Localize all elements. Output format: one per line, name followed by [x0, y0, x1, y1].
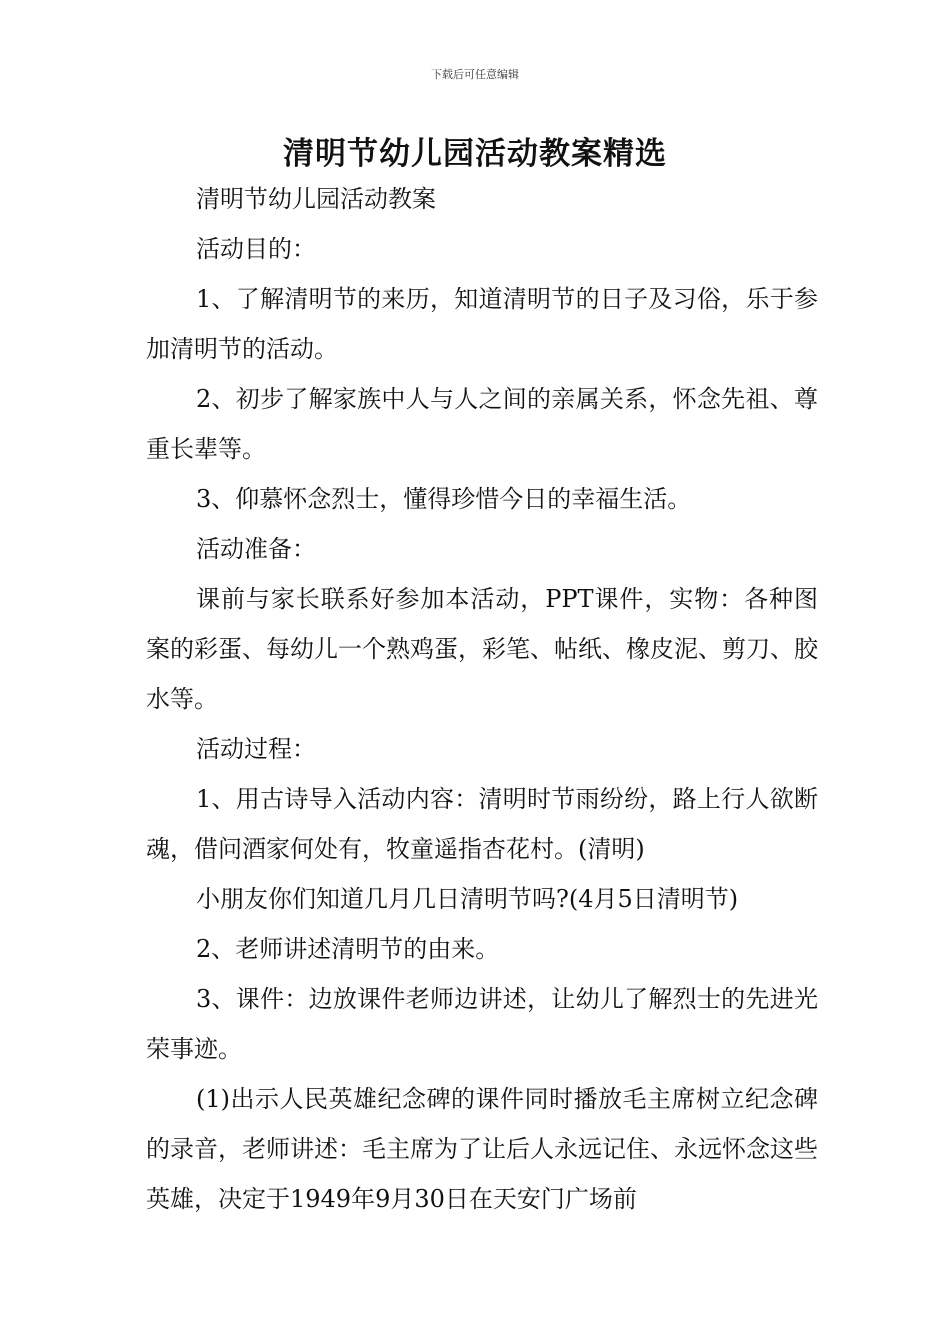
paragraph-step-1: 1、用古诗导入活动内容：清明时节雨纷纷，路上行人欲断魂，借问酒家何处有，牧童遥指杏花村。(清明)	[146, 785, 818, 863]
paragraph-goal-1: 1、了解清明节的来历，知道清明节的日子及习俗，乐于参加清明节的活动。	[146, 285, 818, 363]
paragraph-goals-heading: 活动目的：	[196, 235, 316, 263]
document-title: 清明节幼儿园活动教案精选	[283, 136, 667, 172]
paragraph-subtitle: 清明节幼儿园活动教案	[196, 185, 436, 213]
paragraph-step-3: 3、课件：边放课件老师边讲述，让幼儿了解烈士的先进光荣事迹。	[146, 985, 818, 1063]
paragraph-question: 小朋友你们知道几月几日清明节吗?(4月5日清明节)	[196, 885, 739, 913]
paragraph-substep-1: (1)出示人民英雄纪念碑的课件同时播放毛主席树立纪念碑的录音，老师讲述：毛主席为了让后人永远记住、永远怀念这些英雄，决定于1949年9月30日在天安门广场前	[146, 1085, 818, 1213]
paragraph-step-2: 2、老师讲述清明节的由来。	[196, 935, 500, 963]
paragraph-prep-content: 课前与家长联系好参加本活动，PPT课件，实物：各种图案的彩蛋、每幼儿一个熟鸡蛋，彩笔、帖纸、橡皮泥、剪刀、胶水等。	[146, 585, 818, 713]
paragraph-prep-heading: 活动准备：	[196, 535, 316, 563]
paragraph-goal-3: 3、仰慕怀念烈士，懂得珍惜今日的幸福生活。	[196, 485, 692, 513]
paragraph-goal-2: 2、初步了解家族中人与人之间的亲属关系，怀念先祖、尊重长辈等。	[146, 385, 818, 463]
header-note: 下载后可任意编辑	[431, 68, 519, 81]
document-body	[146, 174, 818, 1224]
paragraph-process-heading: 活动过程：	[196, 735, 316, 763]
